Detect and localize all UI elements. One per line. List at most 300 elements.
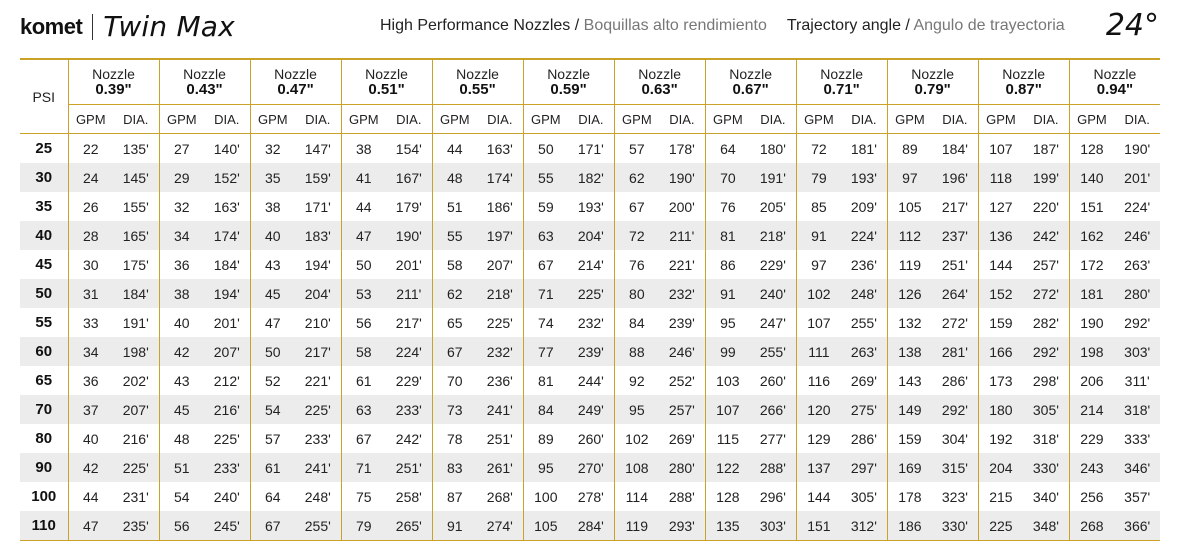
- gpm-value: 127: [978, 192, 1023, 221]
- dia-value: 263': [1124, 256, 1151, 273]
- gpm-value: 41: [341, 163, 386, 192]
- dia-value: 218': [750, 221, 796, 250]
- psi-value: 100: [31, 488, 57, 505]
- gpm-value: 92: [614, 366, 659, 395]
- nozzle-performance-table: [20, 58, 1160, 541]
- table-row: [20, 279, 1160, 308]
- nozzle-header: [159, 59, 250, 105]
- nozzle-header: [523, 59, 614, 105]
- gpm-value: 78: [432, 424, 477, 453]
- gpm-value: 159: [978, 308, 1023, 337]
- dia-value: 275': [841, 395, 887, 424]
- trajectory-angle-value: 24°: [1105, 8, 1159, 43]
- gpm-value: 91: [796, 221, 841, 250]
- nozzle-size: 0.51": [368, 81, 405, 98]
- dia-value: 197': [477, 221, 523, 250]
- nozzle-size: 0.87": [1005, 81, 1042, 98]
- gpm-value: 89: [887, 134, 932, 164]
- dia-value: 282': [1032, 314, 1059, 331]
- gpm-value: 206: [1069, 366, 1114, 395]
- dia-value: 152': [204, 163, 250, 192]
- nozzle-header: [978, 59, 1069, 105]
- dia-value: 225': [568, 279, 614, 308]
- nozzle-title: Nozzle: [638, 66, 681, 82]
- table-row: [20, 395, 1160, 424]
- gpm-value: 58: [432, 250, 477, 279]
- gpm-value: 84: [523, 395, 568, 424]
- gpm-value: 33: [68, 308, 113, 337]
- gpm-value: 107: [978, 134, 1023, 164]
- dia-value: 174': [204, 221, 250, 250]
- gpm-value: 44: [68, 482, 113, 511]
- nozzle-header: [432, 59, 523, 105]
- gpm-value: 72: [796, 134, 841, 164]
- gpm-value: 47: [250, 308, 295, 337]
- dia-value: 311': [1124, 372, 1150, 389]
- dia-value: 217': [395, 314, 422, 331]
- gpm-value: 243: [1069, 453, 1114, 482]
- gpm-value: 108: [614, 453, 659, 482]
- dia-value: 200': [668, 198, 695, 215]
- gpm-value: 47: [68, 511, 113, 541]
- nozzle-title: Nozzle: [911, 66, 955, 82]
- gpm-value: 173: [978, 366, 1023, 395]
- dia-value: 270': [568, 453, 614, 482]
- psi-value: 45: [35, 256, 53, 273]
- dia-value: 180': [759, 140, 786, 157]
- nozzle-header: [68, 59, 159, 105]
- nozzle-size: 0.67": [732, 81, 769, 98]
- dia-value: 280': [659, 453, 705, 482]
- dia-value: 232': [577, 314, 604, 331]
- gpm-value: 35: [250, 163, 295, 192]
- gpm-value: 126: [887, 279, 932, 308]
- nozzle-header: [614, 59, 705, 105]
- gpm-value: 50: [341, 250, 386, 279]
- gpm-value: 71: [341, 453, 386, 482]
- dia-value: 211': [386, 279, 432, 308]
- gpm-value: 34: [68, 337, 113, 366]
- dia-value: 211': [659, 221, 705, 250]
- gpm-value: 229: [1069, 424, 1114, 453]
- gpm-value: 144: [796, 482, 841, 511]
- dia-header: DIA.: [477, 105, 523, 134]
- dia-value: 183': [295, 221, 341, 250]
- dia-header: DIA.: [295, 105, 341, 134]
- dia-value: 179': [395, 198, 422, 215]
- gpm-value: 102: [614, 424, 659, 453]
- dia-value: 193': [577, 198, 604, 215]
- dia-header: DIA.: [568, 105, 614, 134]
- dia-value: 236': [850, 256, 877, 273]
- dia-value: 257': [659, 395, 705, 424]
- psi-value: 65: [35, 372, 53, 389]
- dia-value: 240': [213, 488, 240, 505]
- gpm-value: 48: [159, 424, 204, 453]
- dia-value: 304': [941, 430, 968, 447]
- gpm-value: 53: [341, 279, 386, 308]
- table-row: [20, 482, 1160, 511]
- dia-value: 171': [577, 140, 604, 157]
- gpm-value: 91: [705, 279, 750, 308]
- psi-value: 25: [35, 140, 53, 157]
- dia-value: 296': [759, 488, 786, 505]
- gpm-value: 122: [705, 453, 750, 482]
- dia-value: 145': [113, 163, 159, 192]
- gpm-value: 34: [159, 221, 204, 250]
- dia-header: DIA.: [113, 105, 159, 134]
- dia-value: 204': [295, 279, 341, 308]
- gpm-value: 62: [614, 163, 659, 192]
- gpm-value: 89: [523, 424, 568, 453]
- gpm-header: GPM: [341, 105, 386, 134]
- dia-value: 225': [213, 430, 240, 447]
- gpm-header: GPM: [250, 105, 295, 134]
- gpm-value: 72: [614, 221, 659, 250]
- gpm-value: 26: [68, 192, 113, 221]
- dia-value: 202': [122, 372, 149, 389]
- gpm-value: 43: [250, 250, 295, 279]
- trajectory-spanish: Angulo de trayectoria: [913, 17, 1065, 34]
- gpm-value: 44: [341, 192, 386, 221]
- gpm-value: 54: [250, 395, 295, 424]
- dia-value: 255': [850, 314, 877, 331]
- nozzle-size: 0.43": [186, 81, 223, 98]
- dia-value: 236': [486, 372, 513, 389]
- psi-value: 70: [20, 395, 68, 424]
- trajectory-english: Trajectory angle: [786, 17, 901, 34]
- nozzle-title: Nozzle: [274, 66, 317, 82]
- nozzle-header: [796, 59, 887, 105]
- nozzle-title: Nozzle: [1002, 66, 1046, 82]
- dia-value: 231': [122, 488, 149, 505]
- nozzle-size: 0.79": [914, 81, 951, 98]
- dia-value: 154': [395, 140, 422, 157]
- gpm-value: 51: [159, 453, 204, 482]
- nozzle-title: Nozzle: [1093, 66, 1137, 82]
- gpm-value: 103: [705, 366, 750, 395]
- dia-value: 268': [486, 488, 513, 505]
- gpm-value: 51: [432, 192, 477, 221]
- gpm-value: 42: [68, 453, 113, 482]
- dia-value: 217': [941, 198, 968, 215]
- subtitle-separator: /: [570, 17, 584, 34]
- dia-value: 330': [932, 511, 978, 541]
- dia-value: 190': [1124, 140, 1151, 157]
- gpm-header: GPM: [1069, 105, 1114, 134]
- dia-header: DIA.: [750, 105, 796, 134]
- gpm-value: 162: [1069, 221, 1114, 250]
- dia-value: 224': [1124, 198, 1151, 215]
- dia-value: 272': [1023, 279, 1069, 308]
- dia-value: 255': [295, 511, 341, 541]
- psi-value: 50: [20, 279, 68, 308]
- gpm-value: 56: [159, 511, 204, 541]
- gpm-header: GPM: [978, 105, 1023, 134]
- nozzle-title: Nozzle: [365, 66, 408, 82]
- psi-value: 60: [20, 337, 68, 366]
- gpm-value: 225: [978, 511, 1023, 541]
- gpm-value: 67: [341, 424, 386, 453]
- gpm-value: 70: [705, 163, 750, 192]
- subtitle: [380, 17, 1065, 35]
- dia-value: 303': [750, 511, 796, 541]
- gpm-header: GPM: [523, 105, 568, 134]
- gpm-value: 136: [978, 221, 1023, 250]
- dia-value: 269': [668, 430, 695, 447]
- gpm-value: 59: [523, 192, 568, 221]
- dia-value: 225': [113, 453, 159, 482]
- nozzle-header: [341, 59, 432, 105]
- gpm-value: 40: [159, 308, 204, 337]
- dia-value: 191': [750, 163, 796, 192]
- gpm-value: 67: [250, 511, 295, 541]
- gpm-value: 63: [523, 221, 568, 250]
- page-header: [0, 0, 1179, 58]
- dia-value: 181': [850, 140, 877, 157]
- gpm-value: 76: [705, 192, 750, 221]
- dia-value: 348': [1023, 511, 1069, 541]
- dia-value: 229': [759, 256, 786, 273]
- product-name: Twin Max: [103, 10, 235, 43]
- gpm-value: 190: [1069, 308, 1114, 337]
- dia-value: 184': [113, 279, 159, 308]
- gpm-value: 138: [887, 337, 932, 366]
- dia-value: 190': [386, 221, 432, 250]
- dia-value: 209': [850, 198, 877, 215]
- gpm-value: 24: [68, 163, 113, 192]
- nozzle-title: Nozzle: [183, 66, 226, 82]
- dia-value: 297': [841, 453, 887, 482]
- psi-value: 40: [20, 221, 68, 250]
- dia-value: 258': [395, 488, 422, 505]
- dia-value: 246': [659, 337, 705, 366]
- dia-header: DIA.: [204, 105, 250, 134]
- dia-value: 280': [1114, 279, 1160, 308]
- dia-value: 207': [204, 337, 250, 366]
- gpm-value: 107: [796, 308, 841, 337]
- dia-value: 265': [386, 511, 432, 541]
- dia-value: 174': [477, 163, 523, 192]
- gpm-value: 151: [1069, 192, 1114, 221]
- gpm-value: 73: [432, 395, 477, 424]
- gpm-value: 38: [159, 279, 204, 308]
- dia-value: 284': [568, 511, 614, 541]
- dia-value: 281': [932, 337, 978, 366]
- dia-value: 207': [486, 256, 513, 273]
- nozzle-title: Nozzle: [820, 66, 864, 82]
- gpm-header: GPM: [887, 105, 932, 134]
- gpm-value: 47: [341, 221, 386, 250]
- gpm-header: GPM: [432, 105, 477, 134]
- dia-value: 196': [932, 163, 978, 192]
- dia-value: 318': [1032, 430, 1059, 447]
- dia-value: 278': [577, 488, 604, 505]
- gpm-value: 80: [614, 279, 659, 308]
- gpm-value: 129: [796, 424, 841, 453]
- dia-value: 140': [213, 140, 240, 157]
- gpm-value: 84: [614, 308, 659, 337]
- dia-value: 346': [1114, 453, 1160, 482]
- gpm-value: 74: [523, 308, 568, 337]
- gpm-value: 75: [341, 482, 386, 511]
- psi-value: 35: [35, 198, 53, 215]
- dia-value: 288': [668, 488, 695, 505]
- nozzle-header: [1069, 59, 1160, 105]
- dia-value: 199': [1023, 163, 1069, 192]
- gpm-value: 151: [796, 511, 841, 541]
- gpm-value: 112: [887, 221, 932, 250]
- gpm-value: 99: [705, 337, 750, 366]
- dia-value: 207': [113, 395, 159, 424]
- dia-value: 242': [1023, 221, 1069, 250]
- dia-value: 239': [568, 337, 614, 366]
- dia-value: 251': [941, 256, 968, 273]
- gpm-value: 55: [523, 163, 568, 192]
- dia-value: 198': [113, 337, 159, 366]
- dia-value: 240': [750, 279, 796, 308]
- gpm-value: 102: [796, 279, 841, 308]
- dia-value: 216': [204, 395, 250, 424]
- dia-value: 251': [486, 430, 513, 447]
- table-row: [20, 163, 1160, 192]
- brand-divider: [92, 14, 93, 40]
- nozzle-title: Nozzle: [729, 66, 773, 82]
- gpm-value: 166: [978, 337, 1023, 366]
- gpm-value: 56: [341, 308, 386, 337]
- table-row: [20, 366, 1160, 395]
- psi-header: PSI: [20, 59, 68, 134]
- dia-value: 201': [1114, 163, 1160, 192]
- nozzle-size: 0.55": [459, 81, 496, 98]
- psi-value: 55: [35, 314, 53, 331]
- dia-value: 333': [1124, 430, 1151, 447]
- dia-value: 286': [850, 430, 877, 447]
- gpm-header: GPM: [705, 105, 750, 134]
- dia-value: 191': [122, 314, 149, 331]
- nozzle-size: 0.39": [95, 81, 132, 98]
- dia-value: 233': [386, 395, 432, 424]
- gpm-value: 81: [523, 366, 568, 395]
- dia-value: 292': [1124, 314, 1151, 331]
- nozzle-size: 0.59": [550, 81, 587, 98]
- gpm-value: 57: [614, 134, 659, 164]
- psi-value: 110: [20, 511, 68, 541]
- dia-header: DIA.: [386, 105, 432, 134]
- table-row: [20, 192, 1160, 221]
- dia-value: 318': [1114, 395, 1160, 424]
- dia-value: 249': [568, 395, 614, 424]
- dia-value: 264': [932, 279, 978, 308]
- gpm-value: 186: [887, 511, 932, 541]
- dia-value: 210': [304, 314, 331, 331]
- subtitle-english: High Performance Nozzles: [380, 17, 571, 34]
- dia-value: 260': [759, 372, 786, 389]
- gpm-value: 137: [796, 453, 841, 482]
- dia-value: 286': [941, 372, 968, 389]
- gpm-value: 152: [978, 279, 1023, 308]
- gpm-value: 88: [614, 337, 659, 366]
- dia-value: 323': [941, 488, 968, 505]
- gpm-value: 85: [796, 192, 841, 221]
- dia-header: DIA.: [1023, 105, 1069, 134]
- dia-value: 229': [395, 372, 422, 389]
- gpm-value: 140: [1069, 163, 1114, 192]
- nozzle-size: 0.71": [823, 81, 860, 98]
- gpm-value: 27: [159, 134, 204, 164]
- dia-value: 330': [1023, 453, 1069, 482]
- nozzle-size: 0.94": [1096, 81, 1134, 98]
- table-row: [20, 250, 1160, 279]
- table-row: [20, 453, 1160, 482]
- gpm-value: 100: [523, 482, 568, 511]
- dia-value: 175': [122, 256, 149, 273]
- gpm-value: 43: [159, 366, 204, 395]
- gpm-value: 97: [887, 163, 932, 192]
- gpm-value: 67: [432, 337, 477, 366]
- dia-value: 305': [850, 488, 877, 505]
- gpm-value: 204: [978, 453, 1023, 482]
- dia-header: DIA.: [841, 105, 887, 134]
- gpm-value: 111: [796, 337, 841, 366]
- gpm-value: 105: [887, 192, 932, 221]
- dia-value: 357': [1124, 488, 1151, 505]
- psi-value: 90: [20, 453, 68, 482]
- gpm-value: 268: [1069, 511, 1114, 541]
- trajectory-separator: /: [900, 17, 914, 34]
- gpm-value: 61: [341, 366, 386, 395]
- dia-value: 182': [568, 163, 614, 192]
- dia-header: DIA.: [932, 105, 978, 134]
- gpm-value: 65: [432, 308, 477, 337]
- gpm-value: 32: [159, 192, 204, 221]
- gpm-value: 61: [250, 453, 295, 482]
- gpm-value: 128: [705, 482, 750, 511]
- table-row: [20, 424, 1160, 453]
- gpm-value: 22: [68, 134, 113, 164]
- dia-value: 315': [932, 453, 978, 482]
- nozzle-header: [887, 59, 978, 105]
- gpm-value: 81: [705, 221, 750, 250]
- dia-value: 237': [932, 221, 978, 250]
- gpm-value: 135: [705, 511, 750, 541]
- dia-value: 184': [213, 256, 240, 273]
- dia-value: 251': [386, 453, 432, 482]
- nozzle-header: [250, 59, 341, 105]
- gpm-value: 118: [978, 163, 1023, 192]
- gpm-value: 120: [796, 395, 841, 424]
- dia-value: 298': [1032, 372, 1059, 389]
- gpm-value: 119: [614, 511, 659, 541]
- gpm-value: 32: [250, 134, 295, 164]
- dia-value: 272': [941, 314, 968, 331]
- dia-value: 233': [304, 430, 331, 447]
- nozzle-title: Nozzle: [92, 66, 135, 82]
- gpm-header: GPM: [159, 105, 204, 134]
- gpm-value: 37: [68, 395, 113, 424]
- table-row: [20, 221, 1160, 250]
- table-row: [20, 337, 1160, 366]
- dia-value: 163': [486, 140, 513, 157]
- gpm-value: 40: [250, 221, 295, 250]
- dia-value: 178': [668, 140, 695, 157]
- gpm-value: 97: [796, 250, 841, 279]
- gpm-header: GPM: [614, 105, 659, 134]
- gpm-value: 29: [159, 163, 204, 192]
- brand-logo: komet: [20, 13, 83, 39]
- nozzle-size: 0.63": [641, 81, 678, 98]
- gpm-value: 63: [341, 395, 386, 424]
